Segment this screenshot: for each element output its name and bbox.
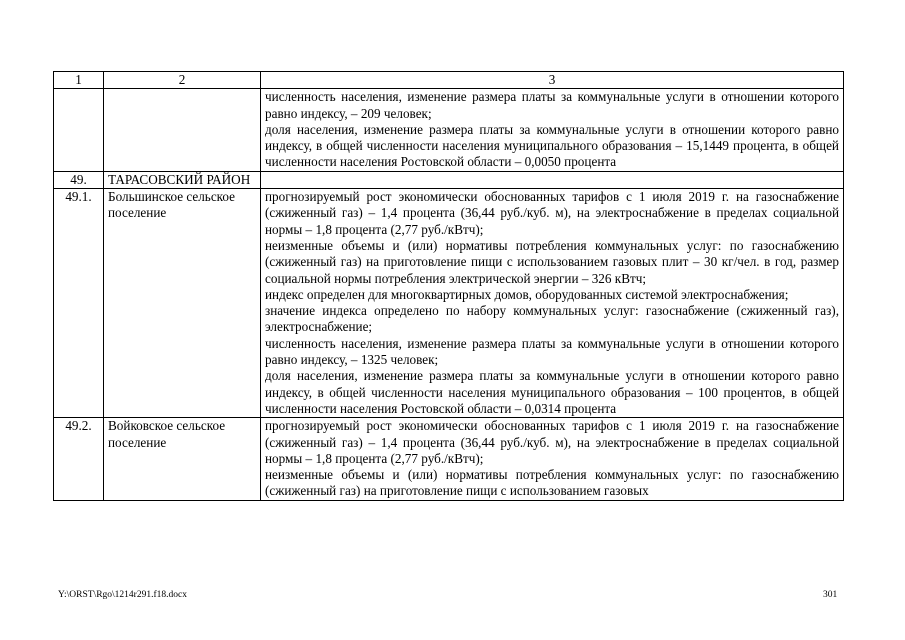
paragraph: прогнозируемый рост экономически обоснованных тарифов с 1 июля 2019 г. на газоснабжение (сжиженный газ) – 1,4 процента (36,44 руб./куб. м), на электроснабжение в пределах социальной нормы – 1,8 процента (2,77 руб./кВтч);: [265, 418, 839, 466]
header-cell-1: 1: [54, 72, 104, 89]
paragraph: численность населения, изменение размера платы за коммунальные услуги в отношении которого равно индексу, – 1325 человек;: [265, 335, 839, 368]
header-cell-3: 3: [261, 72, 844, 89]
paragraph: прогнозируемый рост экономически обоснованных тарифов с 1 июля 2019 г. на газоснабжение (сжиженный газ) – 1,4 процента (36,44 руб./куб. м), на электроснабжение в пределах социальной нормы – 1,8 процента (2,77 руб./кВтч);: [265, 189, 839, 237]
district-number: 49.: [54, 171, 104, 188]
table-row: [54, 189, 844, 418]
paragraph: доля населения, изменение размера платы за коммунальные услуги в отношении которого равно индексу, в общей численности населения муниципального образования – 100 процентов, в общей численности населения Ростовской области – 0,0314 процента: [265, 368, 839, 416]
district-name: ТАРАСОВСКИЙ РАЙОН: [104, 171, 261, 188]
paragraph: численность населения, изменение размера платы за коммунальные услуги в отношении которого равно индексу, – 209 человек;: [265, 89, 839, 121]
row-number: 49.2.: [54, 418, 104, 501]
settlement-name: Большинское сельское поселение: [104, 189, 261, 418]
continuation-row: [54, 89, 844, 171]
continuation-name-cell: [104, 89, 261, 171]
table-row: [54, 418, 844, 501]
tariff-table: [53, 71, 844, 501]
settlement-name: Войковское сельское поселение: [104, 418, 261, 501]
paragraph: неизменные объемы и (или) нормативы потребления коммунальных услуг: по газоснабжению (сжиженный газ) на приготовление пищи с использованием газовых плит – 30 кг/чел. в год, размер социальной нормы потребления электрической энергии – 326 кВтч;: [265, 237, 839, 286]
paragraph: доля населения, изменение размера платы за коммунальные услуги в отношении которого равно индексу, в общей численности населения муниципального образования – 15,1449 процента, в общей численности населения Ростовской области – 0,0050 процента: [265, 121, 839, 170]
settlement-text-cell: [261, 189, 844, 418]
footer-file-path: Y:\ORST\Rgo\1214r291.f18.docx: [58, 590, 187, 600]
footer-page-number: 301: [823, 590, 838, 600]
settlement-text-cell: [261, 418, 844, 501]
header-cell-2: 2: [104, 72, 261, 89]
district-empty-cell: [261, 171, 844, 188]
table-header-row: [54, 72, 844, 89]
district-row: [54, 171, 844, 188]
row-number: 49.1.: [54, 189, 104, 418]
continuation-text-cell: [261, 89, 844, 171]
continuation-num-cell: [54, 89, 104, 171]
paragraph: значение индекса определено по набору коммунальных услуг: газоснабжение (сжиженный газ), электроснабжение;: [265, 303, 839, 335]
paragraph: неизменные объемы и (или) нормативы потребления коммунальных услуг: по газоснабжению (сжиженный газ) на приготовление пищи с использованием газовых: [265, 467, 839, 499]
paragraph: индекс определен для многоквартирных домов, оборудованных системой электроснабжения;: [265, 286, 789, 302]
